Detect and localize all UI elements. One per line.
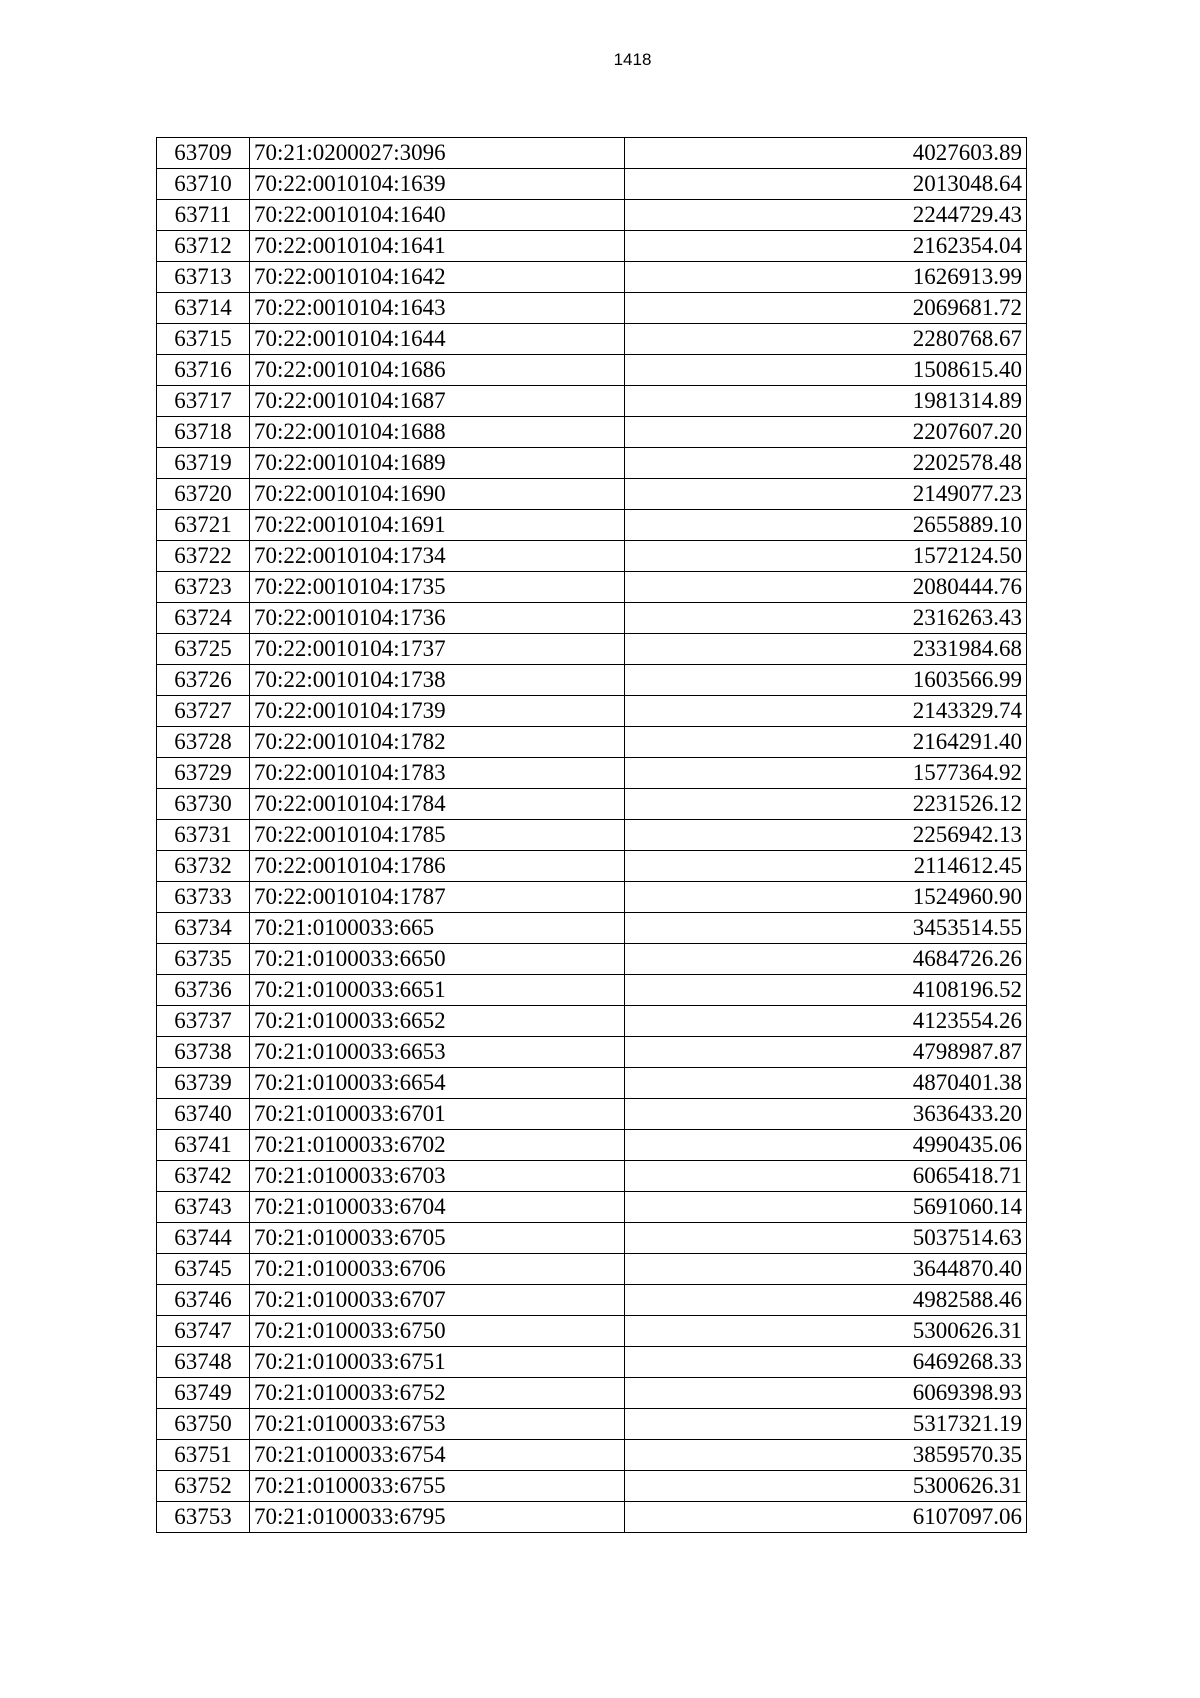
cadastral-value-cell: 2655889.10: [625, 510, 1027, 541]
table-row: [157, 138, 1027, 169]
row-number-cell: 63730: [157, 789, 250, 820]
row-number-cell: 63743: [157, 1192, 250, 1223]
table-row: [157, 1037, 1027, 1068]
cadastral-value-cell: 2080444.76: [625, 572, 1027, 603]
cadastral-number-cell: 70:22:0010104:1689: [250, 448, 625, 479]
cadastral-value-cell: 5317321.19: [625, 1409, 1027, 1440]
table-row: [157, 1192, 1027, 1223]
cadastral-number-cell: 70:21:0100033:6650: [250, 944, 625, 975]
cadastral-value-cell: 5300626.31: [625, 1316, 1027, 1347]
table-row: [157, 665, 1027, 696]
cadastral-number-cell: 70:21:0100033:665: [250, 913, 625, 944]
cadastral-number-cell: 70:22:0010104:1688: [250, 417, 625, 448]
cadastral-value-cell: 2207607.20: [625, 417, 1027, 448]
table-row: [157, 169, 1027, 200]
table-row: [157, 603, 1027, 634]
cadastral-value-cell: 4123554.26: [625, 1006, 1027, 1037]
row-number-cell: 63745: [157, 1254, 250, 1285]
cadastral-number-cell: 70:22:0010104:1639: [250, 169, 625, 200]
cadastral-number-cell: 70:22:0010104:1782: [250, 727, 625, 758]
cadastral-value-cell: 6065418.71: [625, 1161, 1027, 1192]
cadastral-number-cell: 70:21:0100033:6755: [250, 1471, 625, 1502]
cadastral-value-cell: 2114612.45: [625, 851, 1027, 882]
cadastral-number-cell: 70:22:0010104:1686: [250, 355, 625, 386]
table-row: [157, 1347, 1027, 1378]
table-row: [157, 913, 1027, 944]
table-row: [157, 1099, 1027, 1130]
row-number-cell: 63742: [157, 1161, 250, 1192]
cadastral-number-cell: 70:21:0100033:6654: [250, 1068, 625, 1099]
cadastral-number-cell: 70:21:0100033:6751: [250, 1347, 625, 1378]
cadastral-number-cell: 70:22:0010104:1787: [250, 882, 625, 913]
table-body: [157, 138, 1027, 1533]
cadastral-value-cell: 4684726.26: [625, 944, 1027, 975]
table-row: [157, 417, 1027, 448]
cadastral-value-cell: 2244729.43: [625, 200, 1027, 231]
row-number-cell: 63728: [157, 727, 250, 758]
row-number-cell: 63720: [157, 479, 250, 510]
cadastral-number-cell: 70:22:0010104:1786: [250, 851, 625, 882]
table-row: [157, 448, 1027, 479]
row-number-cell: 63747: [157, 1316, 250, 1347]
row-number-cell: 63711: [157, 200, 250, 231]
row-number-cell: 63727: [157, 696, 250, 727]
table-row: [157, 975, 1027, 1006]
row-number-cell: 63709: [157, 138, 250, 169]
row-number-cell: 63752: [157, 1471, 250, 1502]
row-number-cell: 63746: [157, 1285, 250, 1316]
cadastral-number-cell: 70:21:0100033:6752: [250, 1378, 625, 1409]
cadastral-value-cell: 2149077.23: [625, 479, 1027, 510]
cadastral-number-cell: 70:21:0100033:6653: [250, 1037, 625, 1068]
row-number-cell: 63744: [157, 1223, 250, 1254]
row-number-cell: 63723: [157, 572, 250, 603]
cadastral-number-cell: 70:21:0100033:6754: [250, 1440, 625, 1471]
cadastral-number-cell: 70:21:0100033:6706: [250, 1254, 625, 1285]
cadastral-number-cell: 70:21:0100033:6705: [250, 1223, 625, 1254]
cadastral-number-cell: 70:22:0010104:1644: [250, 324, 625, 355]
cadastral-value-cell: 1572124.50: [625, 541, 1027, 572]
row-number-cell: 63729: [157, 758, 250, 789]
table-row: [157, 1378, 1027, 1409]
table-row: [157, 696, 1027, 727]
cadastral-number-cell: 70:22:0010104:1783: [250, 758, 625, 789]
cadastral-number-cell: 70:22:0010104:1735: [250, 572, 625, 603]
cadastral-value-cell: 1603566.99: [625, 665, 1027, 696]
table-row: [157, 727, 1027, 758]
row-number-cell: 63736: [157, 975, 250, 1006]
row-number-cell: 63741: [157, 1130, 250, 1161]
cadastral-value-cell: 5300626.31: [625, 1471, 1027, 1502]
row-number-cell: 63733: [157, 882, 250, 913]
cadastral-number-cell: 70:21:0100033:6704: [250, 1192, 625, 1223]
table-row: [157, 293, 1027, 324]
table-row: [157, 1223, 1027, 1254]
row-number-cell: 63715: [157, 324, 250, 355]
cadastral-value-cell: 4027603.89: [625, 138, 1027, 169]
row-number-cell: 63717: [157, 386, 250, 417]
cadastral-number-cell: 70:22:0010104:1643: [250, 293, 625, 324]
row-number-cell: 63737: [157, 1006, 250, 1037]
table-row: [157, 541, 1027, 572]
cadastral-number-cell: 70:21:0100033:6652: [250, 1006, 625, 1037]
row-number-cell: 63710: [157, 169, 250, 200]
table-row: [157, 200, 1027, 231]
row-number-cell: 63724: [157, 603, 250, 634]
cadastral-value-cell: 1577364.92: [625, 758, 1027, 789]
cadastral-value-cell: 6107097.06: [625, 1502, 1027, 1533]
cadastral-value-cell: 2256942.13: [625, 820, 1027, 851]
cadastral-number-cell: 70:22:0010104:1736: [250, 603, 625, 634]
cadastral-value-table: [156, 137, 1027, 1533]
row-number-cell: 63716: [157, 355, 250, 386]
cadastral-number-cell: 70:22:0010104:1734: [250, 541, 625, 572]
row-number-cell: 63749: [157, 1378, 250, 1409]
table-row: [157, 262, 1027, 293]
table-row: [157, 1440, 1027, 1471]
cadastral-number-cell: 70:22:0010104:1784: [250, 789, 625, 820]
cadastral-value-cell: 4870401.38: [625, 1068, 1027, 1099]
cadastral-number-cell: 70:22:0010104:1737: [250, 634, 625, 665]
cadastral-value-cell: 4798987.87: [625, 1037, 1027, 1068]
row-number-cell: 63753: [157, 1502, 250, 1533]
table-row: [157, 758, 1027, 789]
row-number-cell: 63718: [157, 417, 250, 448]
table-row: [157, 510, 1027, 541]
table-row: [157, 1161, 1027, 1192]
table-row: [157, 231, 1027, 262]
cadastral-value-cell: 2231526.12: [625, 789, 1027, 820]
row-number-cell: 63721: [157, 510, 250, 541]
cadastral-value-cell: 1508615.40: [625, 355, 1027, 386]
table-row: [157, 1409, 1027, 1440]
cadastral-value-cell: 2069681.72: [625, 293, 1027, 324]
row-number-cell: 63751: [157, 1440, 250, 1471]
row-number-cell: 63732: [157, 851, 250, 882]
table-row: [157, 1130, 1027, 1161]
table-row: [157, 1006, 1027, 1037]
cadastral-value-cell: 2162354.04: [625, 231, 1027, 262]
cadastral-value-cell: 2164291.40: [625, 727, 1027, 758]
cadastral-value-cell: 2280768.67: [625, 324, 1027, 355]
cadastral-value-cell: 3859570.35: [625, 1440, 1027, 1471]
cadastral-number-cell: 70:21:0100033:6651: [250, 975, 625, 1006]
table-row: [157, 851, 1027, 882]
table-row: [157, 634, 1027, 665]
cadastral-number-cell: 70:22:0010104:1642: [250, 262, 625, 293]
row-number-cell: 63739: [157, 1068, 250, 1099]
row-number-cell: 63731: [157, 820, 250, 851]
cadastral-number-cell: 70:22:0010104:1691: [250, 510, 625, 541]
cadastral-value-cell: 4982588.46: [625, 1285, 1027, 1316]
cadastral-number-cell: 70:22:0010104:1739: [250, 696, 625, 727]
cadastral-value-cell: 3644870.40: [625, 1254, 1027, 1285]
cadastral-number-cell: 70:21:0100033:6702: [250, 1130, 625, 1161]
table-row: [157, 882, 1027, 913]
table-row: [157, 789, 1027, 820]
row-number-cell: 63726: [157, 665, 250, 696]
row-number-cell: 63719: [157, 448, 250, 479]
cadastral-value-cell: 2202578.48: [625, 448, 1027, 479]
cadastral-value-cell: 2316263.43: [625, 603, 1027, 634]
table-row: [157, 944, 1027, 975]
table-row: [157, 1471, 1027, 1502]
cadastral-number-cell: 70:21:0100033:6703: [250, 1161, 625, 1192]
cadastral-number-cell: 70:21:0100033:6795: [250, 1502, 625, 1533]
cadastral-value-cell: 1626913.99: [625, 262, 1027, 293]
row-number-cell: 63712: [157, 231, 250, 262]
cadastral-value-cell: 2143329.74: [625, 696, 1027, 727]
cadastral-value-cell: 1981314.89: [625, 386, 1027, 417]
row-number-cell: 63735: [157, 944, 250, 975]
table-row: [157, 1068, 1027, 1099]
cadastral-value-cell: 2013048.64: [625, 169, 1027, 200]
table-row: [157, 386, 1027, 417]
table-row: [157, 1285, 1027, 1316]
cadastral-value-cell: 4108196.52: [625, 975, 1027, 1006]
table-row: [157, 1254, 1027, 1285]
table-row: [157, 1316, 1027, 1347]
row-number-cell: 63740: [157, 1099, 250, 1130]
row-number-cell: 63750: [157, 1409, 250, 1440]
row-number-cell: 63725: [157, 634, 250, 665]
row-number-cell: 63734: [157, 913, 250, 944]
row-number-cell: 63713: [157, 262, 250, 293]
cadastral-value-cell: 1524960.90: [625, 882, 1027, 913]
cadastral-number-cell: 70:21:0100033:6750: [250, 1316, 625, 1347]
table-row: [157, 355, 1027, 386]
cadastral-value-cell: 5691060.14: [625, 1192, 1027, 1223]
table-row: [157, 820, 1027, 851]
table-row: [157, 572, 1027, 603]
cadastral-value-cell: 2331984.68: [625, 634, 1027, 665]
cadastral-value-cell: 5037514.63: [625, 1223, 1027, 1254]
cadastral-number-cell: 70:21:0100033:6753: [250, 1409, 625, 1440]
row-number-cell: 63748: [157, 1347, 250, 1378]
table-row: [157, 1502, 1027, 1533]
cadastral-value-cell: 3636433.20: [625, 1099, 1027, 1130]
cadastral-number-cell: 70:22:0010104:1738: [250, 665, 625, 696]
row-number-cell: 63722: [157, 541, 250, 572]
cadastral-number-cell: 70:21:0200027:3096: [250, 138, 625, 169]
cadastral-number-cell: 70:21:0100033:6707: [250, 1285, 625, 1316]
cadastral-value-cell: 6069398.93: [625, 1378, 1027, 1409]
cadastral-number-cell: 70:22:0010104:1785: [250, 820, 625, 851]
cadastral-number-cell: 70:22:0010104:1641: [250, 231, 625, 262]
page-number: 1418: [613, 50, 652, 69]
cadastral-value-cell: 6469268.33: [625, 1347, 1027, 1378]
cadastral-number-cell: 70:22:0010104:1640: [250, 200, 625, 231]
row-number-cell: 63714: [157, 293, 250, 324]
cadastral-number-cell: 70:22:0010104:1687: [250, 386, 625, 417]
table-row: [157, 324, 1027, 355]
cadastral-value-cell: 4990435.06: [625, 1130, 1027, 1161]
cadastral-value-cell: 3453514.55: [625, 913, 1027, 944]
table-row: [157, 479, 1027, 510]
cadastral-number-cell: 70:22:0010104:1690: [250, 479, 625, 510]
row-number-cell: 63738: [157, 1037, 250, 1068]
cadastral-number-cell: 70:21:0100033:6701: [250, 1099, 625, 1130]
